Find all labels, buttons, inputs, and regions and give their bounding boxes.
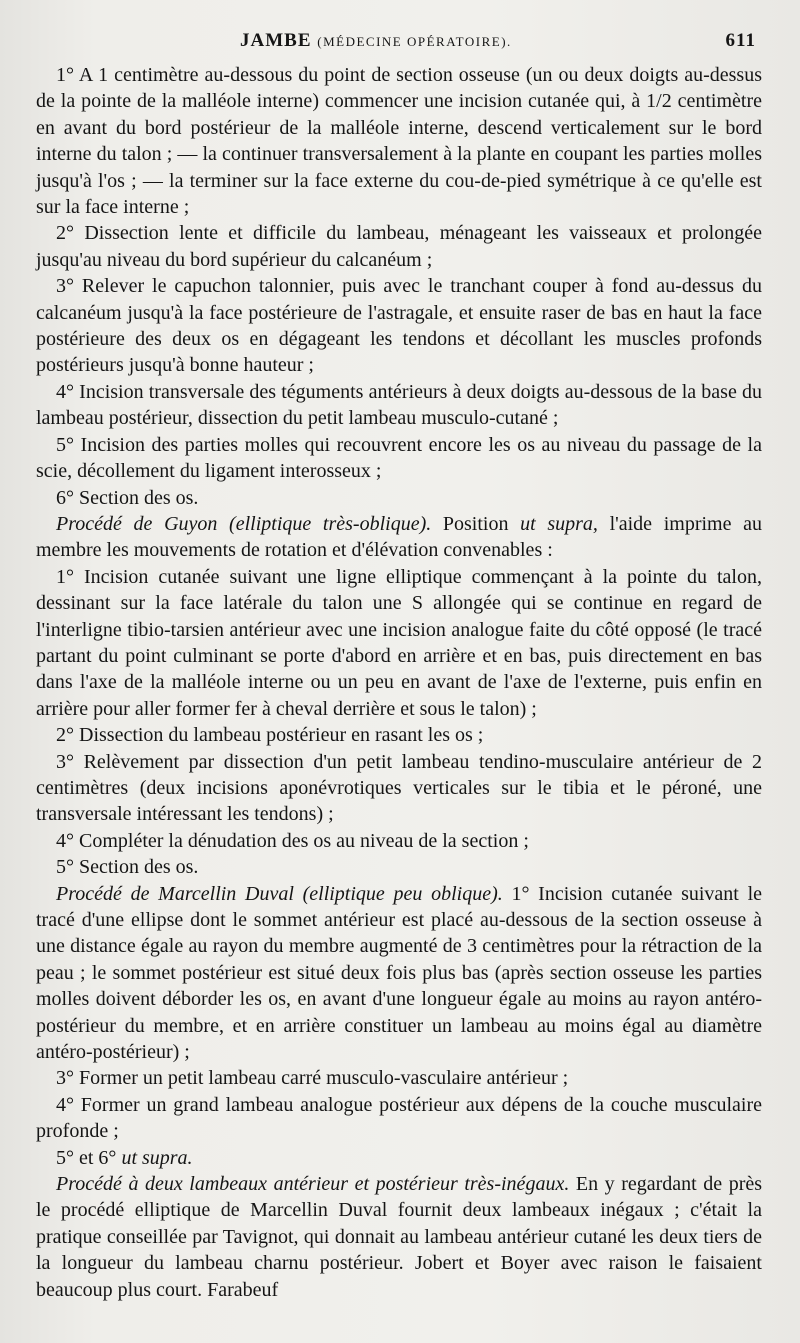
paragraph: [36, 432, 762, 485]
paragraph: [36, 485, 762, 511]
paragraph: [36, 828, 762, 854]
paragraph-text: 3° Relèvement par dissection d'un petit lambeau tendino-musculaire antérieur de 2 centimètres (deux incisions aponévrotiques verticales sur le tibia et le péroné, une transversale intéressant les tendons) ;: [36, 750, 762, 826]
paragraph: [36, 749, 762, 828]
paragraph: [36, 511, 762, 564]
paragraph: [36, 273, 762, 379]
paragraph: [36, 564, 762, 722]
paragraph-text: 2° Dissection du lambeau postérieur en rasant les os ;: [56, 724, 484, 747]
page-body: [36, 62, 762, 1303]
paragraph: [36, 379, 762, 432]
paragraph-text: 1° A 1 centimètre au-dessous du point de section osseuse (un ou deux doigts au-dessus de la pointe de la malléole interne) commencer une incision cutanée qui, à 1/2 centimètre en avant du bord postérieur de la malléole interne, descend verticalement sur le bord interne du talon ; — la continuer transversalement à la plante en coupant les parties molles jusqu'à l'os ; — la terminer sur la face externe du cou-de-pied symétrique à ce qu'elle est sur la face interne ;: [36, 64, 762, 219]
paragraph-text: 3° Former un petit lambeau carré musculo-vasculaire antérieur ;: [56, 1067, 569, 1090]
header-subtitle: (MÉDECINE OPÉRATOIRE).: [317, 34, 512, 49]
paragraph-text: 5° Incision des parties molles qui recouvrent encore les os au niveau du passage de la scie, décollement du ligament interosseux ;: [36, 433, 762, 483]
paragraph: [36, 220, 762, 273]
paragraph-text: 4° Former un grand lambeau analogue postérieur aux dépens de la couche musculaire profonde ;: [36, 1093, 762, 1143]
paragraph: [36, 881, 762, 1066]
running-header: [36, 30, 762, 62]
paragraph: [36, 1065, 762, 1091]
italic-text: Procédé à deux lambeaux antérieur et postérieur très-inégaux.: [56, 1173, 570, 1196]
italic-text: Procédé de Guyon (elliptique très-oblique).: [56, 512, 432, 535]
paragraph-text: Position: [431, 512, 521, 535]
italic-text: ut supra.: [121, 1146, 193, 1169]
running-title: [240, 30, 512, 52]
header-title: JAMBE: [240, 30, 312, 51]
paragraph: [36, 722, 762, 748]
paragraph-text: 4° Incision transversale des téguments antérieurs à deux doigts au-dessous de la base du lambeau postérieur, dissection du petit lambeau musculo-cutané ;: [36, 380, 762, 430]
paragraph-text: 1° Incision cutanée suivant une ligne elliptique commençant à la pointe du talon, dessinant sur la face latérale du talon une S allongée qui se continue en regard de l'interligne tibio-tarsien antérieur avec une incision analogue faite du côté opposé (le tracé partant du point culminant se porte d'abord en arrière et en bas, puis directement en bas dans l'axe de la malléole interne ou un peu en avant de l'axe de l'externe, puis enfin en arrière pour aller former fer à cheval derrière et sous le talon) ;: [36, 565, 762, 720]
page-number: 611: [725, 30, 756, 51]
paragraph-text: 3° Relever le capuchon talonnier, puis avec le tranchant couper à fond au-dessus du calcanéum jusqu'à la face postérieure de l'astragale, et ensuite raser de bas en haut la face postérieure des deux os en dégageant les tendons et décollant les muscles profonds postérieurs jusqu'à bonne hauteur ;: [36, 275, 762, 377]
paragraph: [36, 854, 762, 880]
paragraph: [36, 62, 762, 220]
paragraph-text: En y regardant de près le procédé elliptique de Marcellin Duval fournit deux lambeaux inégaux ; c'était la pratique conseillée par Tavignot, qui donnait au lambeau antérieur cutané les deux tiers de la longueur du lambeau charnu postérieur. Jobert et Boyer avec raison le faisaient beaucoup plus court. Farabeuf: [36, 1173, 763, 1301]
paragraph: [36, 1171, 762, 1303]
paragraph-text: 5° Section des os.: [56, 856, 199, 879]
paragraph-text: 5° et 6°: [56, 1146, 122, 1169]
italic-text: ut supra,: [520, 512, 598, 535]
paragraph-text: 1° Incision cutanée suivant le tracé d'une ellipse dont le sommet antérieur est placé au-dessous de la section osseuse à une distance égale au rayon du membre augmenté de 3 centimètres pour la rétraction de la peau ; le sommet postérieur est situé deux fois plus bas (après section osseuse les parties molles doivent déborder les os, en avant d'une longueur égale au moins au rayon antéro-postérieur du membre, et en arrière constituer un lambeau au moins égal au diamètre antéro-postérieur) ;: [36, 882, 762, 1064]
paragraph-text: 6° Section des os.: [56, 486, 199, 509]
paragraph: [36, 1145, 762, 1171]
paragraph-text: 4° Compléter la dénudation des os au niveau de la section ;: [56, 829, 529, 852]
italic-text: Procédé de Marcellin Duval (elliptique peu oblique).: [56, 882, 503, 905]
paragraph-text: 2° Dissection lente et difficile du lambeau, ménageant les vaisseaux et prolongée jusqu'au niveau du bord supérieur du calcanéum ;: [36, 222, 762, 271]
paragraph: [36, 1092, 762, 1145]
paragraph-text: l'aide imprime au membre les mouvements de rotation et d'élévation convenables :: [36, 512, 763, 562]
